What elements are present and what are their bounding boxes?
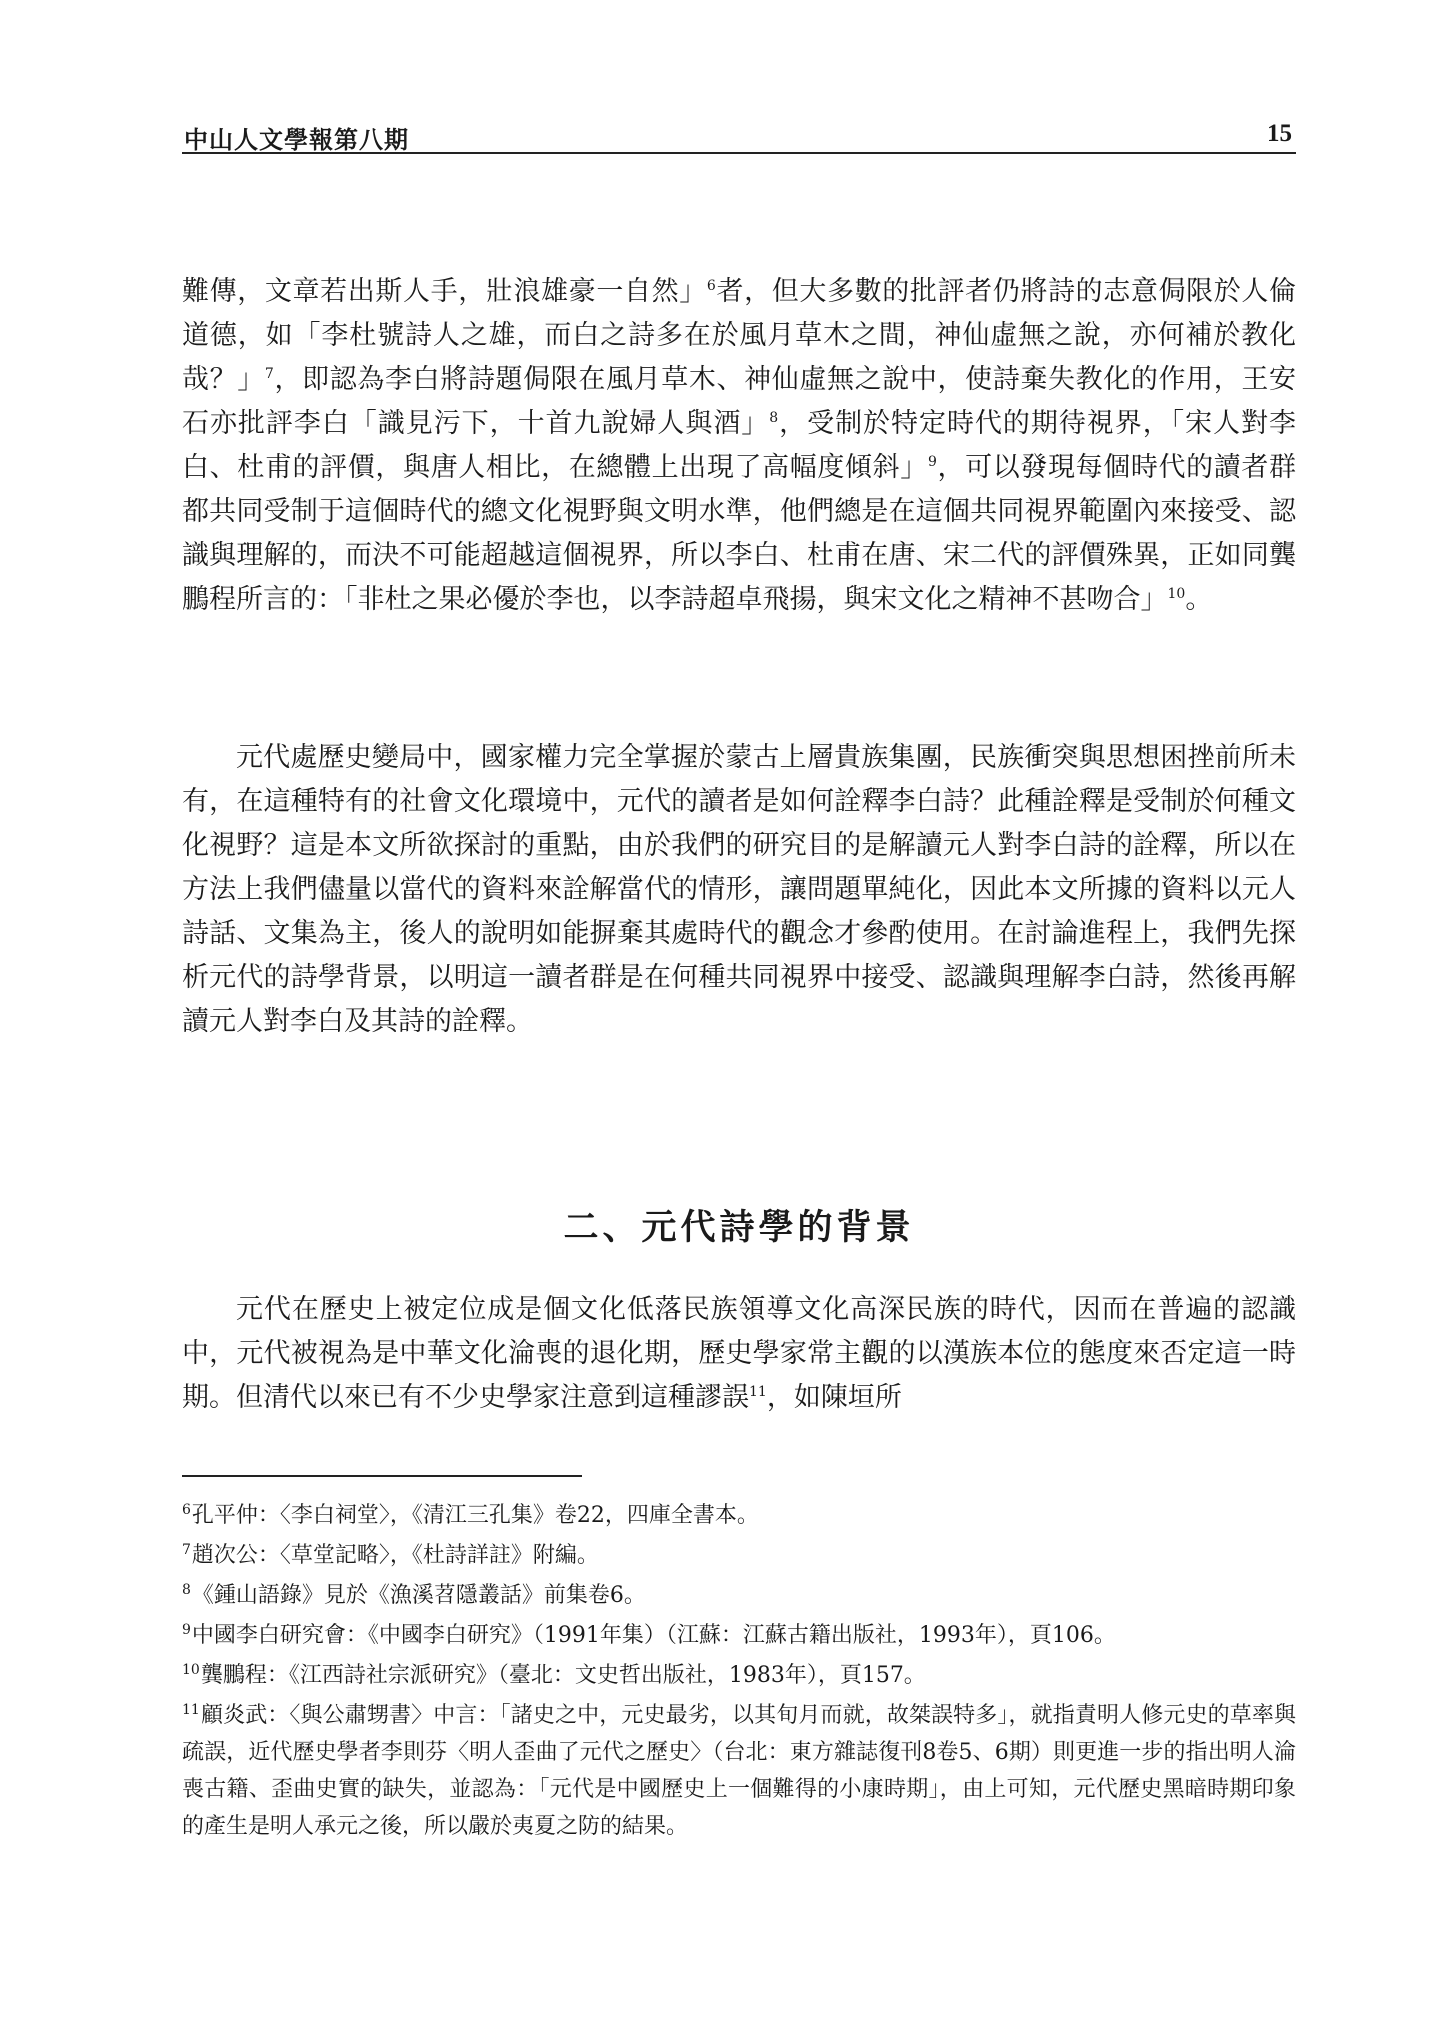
footnote-reference: 7: [264, 366, 274, 382]
body-paragraph: [182, 736, 1296, 1044]
footnote-text: 中國李白研究會：《中國李白研究》（1991年集）（江蘇：江蘇古籍出版社，1993年），頁106。: [191, 1623, 1116, 1648]
paragraph-text: ，如陳垣所: [766, 1382, 902, 1413]
running-header: [182, 118, 1296, 156]
footnote-mark: 7: [182, 1541, 191, 1558]
paragraph-text: 者，但大多數的批評者仍將詩的志意侷限於人倫道德，如「李杜號詩人之雄，而白之詩多在於風月草木之間，神仙虛無之說，亦何補於教化哉？」: [182, 276, 1297, 395]
footnote-reference: 9: [927, 454, 937, 470]
header-rule: [182, 152, 1296, 154]
footnote-reference: 10: [1167, 586, 1186, 602]
footnote-text: 趙次公：〈草堂記略〉，《杜詩詳註》附編。: [191, 1543, 599, 1568]
section-heading: 二、元代詩學的背景: [563, 1207, 915, 1248]
footnote-mark: 6: [182, 1501, 191, 1518]
footnote-mark: 11: [182, 1701, 200, 1718]
footnote: [182, 1657, 1296, 1694]
footnote-mark: 9: [182, 1621, 191, 1638]
footnote-reference: 11: [749, 1384, 767, 1400]
footnote: [182, 1577, 1296, 1614]
footnote-text: 《鍾山語錄》見於《漁溪苕隱叢話》前集卷6。: [191, 1583, 646, 1608]
footnote-mark: 8: [182, 1581, 191, 1598]
paragraph-text: 。: [1185, 584, 1213, 615]
page-number: 15: [1267, 120, 1292, 147]
journal-title: 中山人文學報第八期: [184, 125, 409, 154]
footnote-reference: 6: [706, 278, 716, 294]
footnote-text: 顧炎武：〈與公肅甥書〉中言：「諸史之中，元史最劣，以其旬月而就，故桀誤特多」，就指責明人修元史的草率與疏誤，近代歷史學者李則芬〈明人歪曲了元代之歷史〉（台北：東方雜誌復刊8卷5、6期）則更進一步的指出明人淪喪古籍、歪曲史實的缺失，並認為：「元代是中國歷史上一個難得的小康時期」，由上可知，元代歷史黑暗時期印象的產生是明人承元之後，所以嚴於夷夏之防的結果。: [182, 1703, 1296, 1839]
paragraph-text: 難傳，文章若出斯人手，壯浪雄豪一自然」: [182, 276, 707, 307]
footnote-text: 孔平仲：〈李白祠堂〉，《清江三孔集》卷22，四庫全書本。: [191, 1503, 759, 1528]
paragraph-text: 元代處歷史變局中，國家權力完全掌握於蒙古上層貴族集團，民族衝突與思想困挫前所未有，在這種特有的社會文化環境中，元代的讀者是如何詮釋李白詩？此種詮釋是受制於何種文化視野？這是本文所欲探討的重點，由於我們的研究目的是解讀元人對李白詩的詮釋，所以在方法上我們儘量以當代的資料來詮解當代的情形，讓問題單純化，因此本文所據的資料以元人詩話、文集為主，後人的說明如能摒棄其處時代的觀念才參酌使用。在討論進程上，我們先探析元代的詩學背景，以明這一讀者群是在何種共同視界中接受、認識與理解李白詩，然後再解讀元人對李白及其詩的詮釋。: [182, 742, 1296, 1037]
footnote-mark: 10: [182, 1661, 200, 1678]
footnote: [182, 1497, 1296, 1534]
footnote-separator: [182, 1475, 582, 1477]
footnote-text: 龔鵬程：《江西詩社宗派研究》（臺北：文史哲出版社，1983年），頁157。: [200, 1663, 926, 1688]
paragraph-text: ，受制於特定時代的期待視界，「宋人對李白、杜甫的評價，與唐人相比，在總體上出現了高幅度傾斜」: [182, 408, 1297, 483]
footnote: [182, 1617, 1296, 1654]
footnote: [182, 1537, 1296, 1574]
footnote: [182, 1697, 1296, 1845]
footnotes: [182, 1497, 1296, 1848]
paragraph-text: 元代在歷史上被定位成是個文化低落民族領導文化高深民族的時代，因而在普遍的認識中，元代被視為是中華文化淪喪的退化期，歷史學家常主觀的以漢族本位的態度來否定這一時期。但清代以來已有不少史學家注意到這種謬誤: [182, 1294, 1296, 1413]
body-paragraph: [182, 270, 1296, 622]
paragraph-text: ，即認為李白將詩題侷限在風月草木、神仙虛無之說中，使詩棄失教化的作用，王安石亦批評李白「識見污下，十首九說婦人與酒」: [182, 364, 1297, 439]
body-paragraph: [182, 1288, 1296, 1420]
paragraph-text: ，可以發現每個時代的讀者群都共同受制于這個時代的總文化視野與文明水準，他們總是在這個共同視界範圍內來接受、認識與理解的，而決不可能超越這個視界，所以李白、杜甫在唐、宋二代的評價殊異，正如同龔鵬程所言的：「非杜之果必優於李也，以李詩超卓飛揚，與宋文化之精神不甚吻合」: [182, 452, 1297, 615]
footnote-reference: 8: [769, 410, 779, 426]
